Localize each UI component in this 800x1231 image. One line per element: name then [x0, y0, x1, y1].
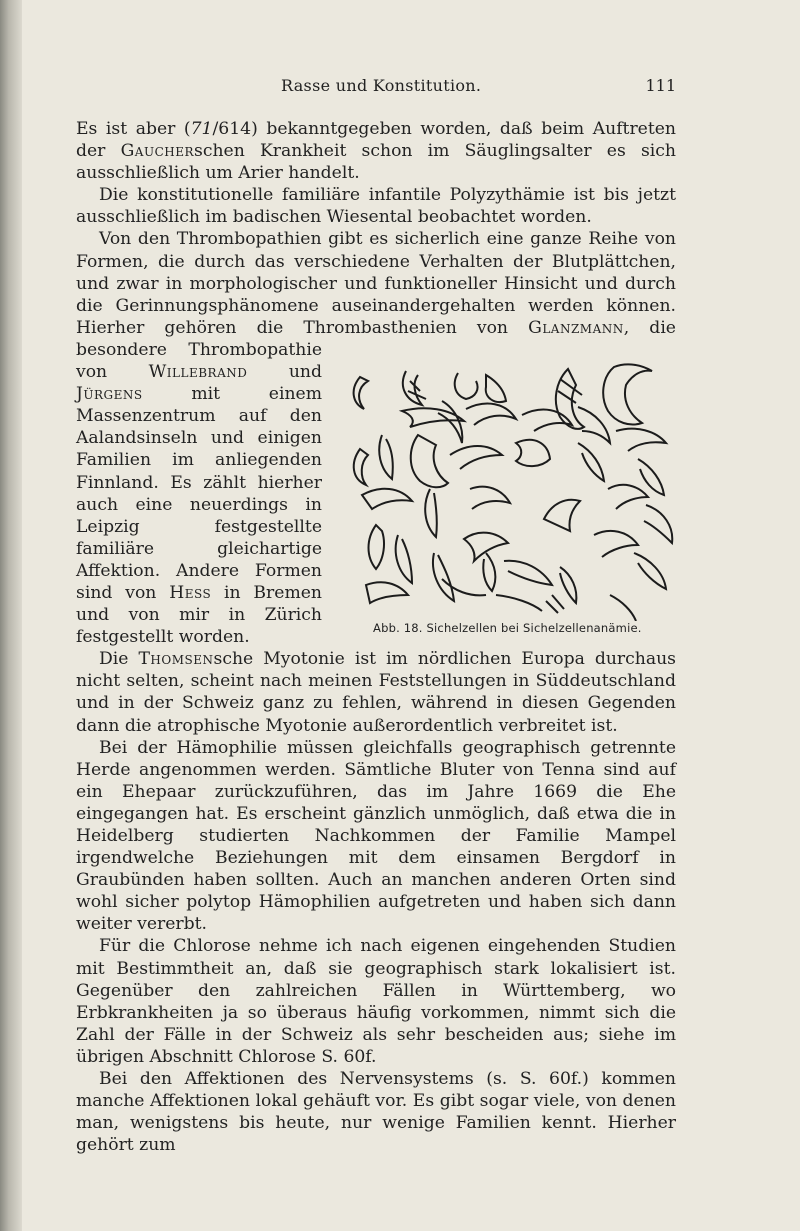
author-name: Hess [169, 582, 212, 603]
page-binding-edge [0, 0, 22, 1231]
body-text [76, 118, 676, 1156]
figure-sickle-cells [332, 339, 680, 639]
reference-number: 71 [190, 119, 213, 139]
text-run: Es ist aber ( [76, 119, 191, 139]
author-name: Glanzmann [528, 317, 624, 338]
paragraph-7: Bei den Affektionen des Nervensystems (s. S. 60f.) kommen manche Affektionen lokal gehäuft vor. Es gibt sogar viele, von denen man, wenigstens bis heute, nur wenige Familien kennt. Hierher gehört zum [76, 1069, 676, 1156]
paragraph-4 [76, 648, 676, 736]
text-run: , die besondere Thrombopathie von [76, 317, 676, 383]
running-title: Rasse und Konstitution. [281, 76, 482, 95]
text-run: /614) bekanntgegeben worden, daß beim Auftreten der [76, 119, 677, 162]
paragraph-1 [76, 118, 676, 184]
paragraph-3 [76, 228, 676, 648]
paragraph-6: Für die Chlorose nehme ich nach eigenen eingehenden Studien mit Bestimmtheit an, daß sie geographisch stark lokalisiert ist. Gegenüber den zahlreichen Fällen in Württemberg, wo Erbkrankheiten ja so überaus häufig vorkommen, nimmt sich die Zahl der Fälle in der Schweiz als sehr bescheiden aus; siehe im übrigen Abschnitt Chlorose S. 60f. [76, 936, 676, 1067]
text-run: Die [99, 649, 139, 670]
author-name: Willebrand [148, 362, 248, 383]
text-run: und [247, 362, 323, 383]
author-name: Jürgens [76, 384, 143, 405]
page-header [76, 72, 676, 98]
paragraph-2: Die konstitutionelle familiäre infantile Polyzythämie ist bis jetzt ausschließlich im badischen Wiesental beobachtet worden. [76, 185, 676, 228]
text-run: Von den Thrombopathien gibt es sicherlich eine ganze Reihe von Formen, die durch das verschiedene Verhalten der Blutplättchen, und zwar in morphologischer und funktioneller Hinsicht und durch die Gerinnungsphänomene auseinandergehalten werden können. Hierher gehören die Thrombasthenien von [76, 229, 676, 338]
author-name: Thomsen [138, 649, 214, 670]
text-run: in Bremen und von mir in Zürich festgestellt worden. [76, 582, 322, 648]
figure-caption: Abb. 18. Sichelzellen bei Sichelzellenanämie. [373, 620, 642, 635]
sickle-cell-illustration [346, 339, 680, 621]
text-run: sche Myotonie ist im nördlichen Europa durchaus nicht selten, scheint nach meinen Feststellungen in Süddeutschland und in der Schweiz ganz zu fehlen, während in diesen Gegenden dann die atrophische Myotonie außerordentlich verbreitet ist. [76, 649, 676, 736]
author-name: Gaucher [120, 141, 195, 162]
page-number: 111 [645, 76, 676, 95]
text-run: mit einem Massenzentrum auf den Aalandsinseln und einigen Familien im anliegenden Finnland. Es zählt hierher auch eine neuerdings in Leipzig festgestellte familiäre gleichartige Affektion. Andere Formen sind von [76, 384, 322, 603]
text-run: schen Krankheit schon im Säuglingsalter es sich ausschließlich um Arier handelt. [76, 141, 676, 184]
paragraph-5: Bei der Hämophilie müssen gleichfalls geographisch getrennte Herde angenommen werden. Sämtliche Bluter von Tenna sind auf ein Ehepaar zurückzuführen, das im Jahre 1669 die Ehe eingegangen hat. Es erscheint gänzlich unmöglich, daß etwa die in Heidelberg studierten Nachkommen der Familie Mampel irgendwelche Beziehungen mit dem einsamen Bergdorf in Graubünden haben sollten. Auch an manchen anderen Orten sind wohl sicher polytop Hämophilien aufgetreten und haben sich dann weiter vererbt. [76, 737, 676, 935]
